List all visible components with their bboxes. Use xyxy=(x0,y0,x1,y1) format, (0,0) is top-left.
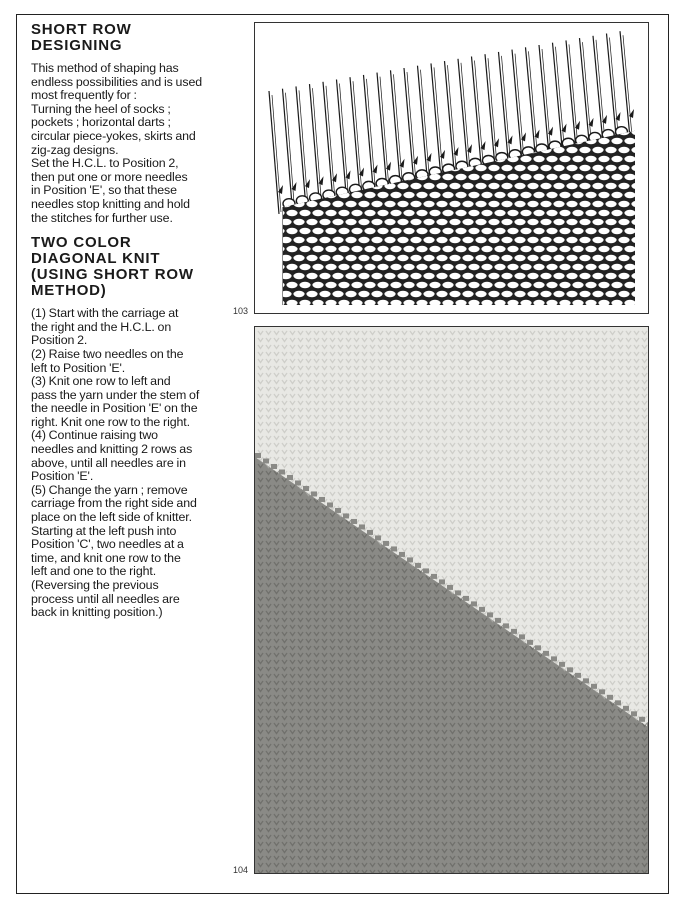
text-line: (4) Continue raising two xyxy=(31,428,158,443)
text-line: (1) Start with the carriage at xyxy=(31,306,179,321)
text-line: the right and the H.C.L. on xyxy=(31,319,172,334)
text-line: left to Position 'E'. xyxy=(31,360,126,375)
text-line: (3) Knit one row to left and xyxy=(31,374,171,389)
text-line: the needle in Position 'E' on the xyxy=(31,401,198,416)
text-line: right. Knit one row to the right. xyxy=(31,414,190,429)
text-line: (2) Raise two needles on the xyxy=(31,346,184,361)
section-heading-short-row: SHORT ROW DESIGNING xyxy=(31,21,132,54)
figure-knit-swatch xyxy=(254,326,649,874)
text-line: then put one or more needles xyxy=(31,169,188,184)
text-line: pass the yarn under the stem of xyxy=(31,387,200,402)
section-heading-two-color: TWO COLOR DIAGONAL KNIT (USING SHORT ROW METHOD) xyxy=(31,234,194,300)
text-line: left and one to the right. xyxy=(31,564,157,579)
needle-knitting-illustration xyxy=(255,23,648,313)
text-line: place on the left side of knitter. xyxy=(31,510,192,525)
text-line: needles and knitting 2 rows as xyxy=(31,442,193,457)
text-line: back in knitting position.) xyxy=(31,605,163,620)
text-line: Position 'C', two needles at a xyxy=(31,537,184,552)
text-line: most frequently for : xyxy=(31,88,137,103)
text-line: the stitches for further use. xyxy=(31,210,173,225)
text-line: endless possibilities and is used xyxy=(31,74,203,89)
text-line: circular piece-yokes, skirts and xyxy=(31,128,196,143)
swatch-texture xyxy=(255,327,648,873)
text-line: Position 2. xyxy=(31,333,88,348)
text-line: in Position 'E', so that these xyxy=(31,183,177,198)
figure-number-103: 103 xyxy=(233,306,249,316)
text-line: zig-zag designs. xyxy=(31,142,119,157)
text-line: (Reversing the previous xyxy=(31,578,159,592)
text-line: Starting at the left push into xyxy=(31,523,177,538)
figure-number-104: 104 xyxy=(233,865,249,875)
text-line: (5) Change the yarn ; remove xyxy=(31,482,188,497)
figure-needle-illustration xyxy=(254,22,649,314)
text-line: Turning the heel of socks ; xyxy=(31,101,171,116)
text-line: Position 'E'. xyxy=(31,469,94,484)
diagonal-knit-swatch xyxy=(255,327,648,873)
section-body-short-row xyxy=(31,62,246,225)
text-line: carriage from the right side and xyxy=(31,496,197,511)
text-column xyxy=(31,21,249,620)
text-line: needles stop knitting and hold xyxy=(31,196,190,211)
section-two-color xyxy=(31,234,249,620)
text-line: pockets ; horizontal darts ; xyxy=(31,115,171,130)
text-line: This method of shaping has xyxy=(31,61,179,75)
section-body-two-color xyxy=(31,306,249,620)
text-line: time, and knit one row to the xyxy=(31,550,181,565)
text-line: process until all needles are xyxy=(31,591,180,606)
text-line: above, until all needles are in xyxy=(31,455,186,470)
text-line: Set the H.C.L. to Position 2, xyxy=(31,156,179,171)
